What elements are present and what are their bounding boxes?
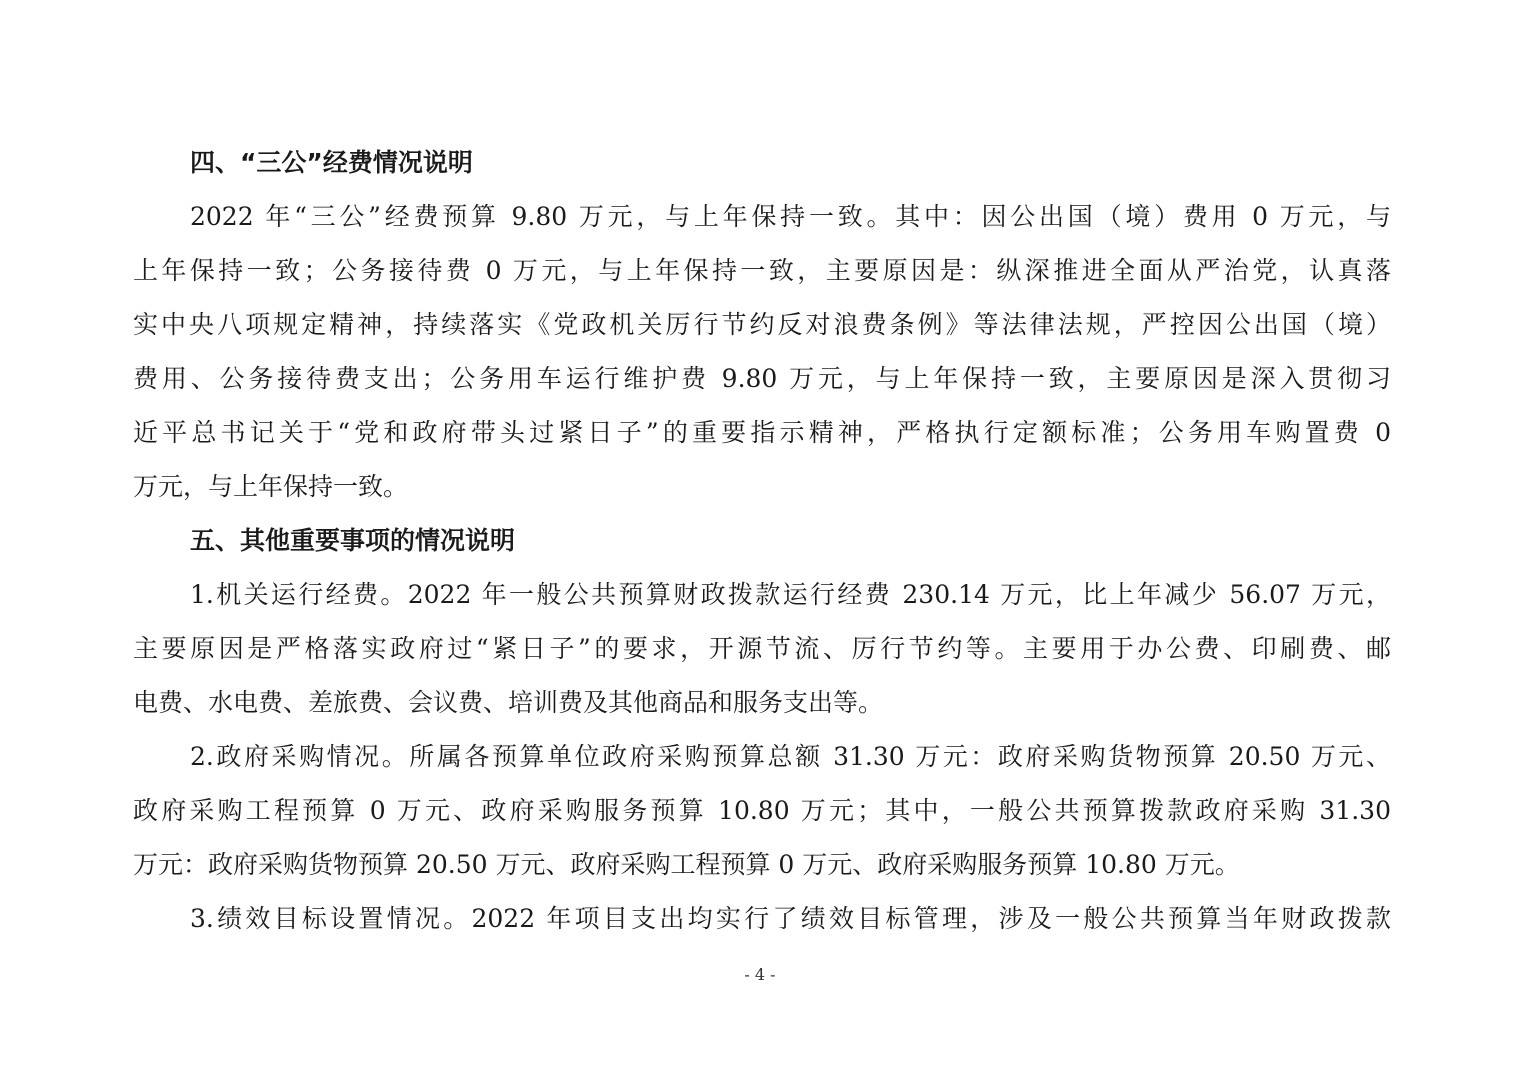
item-two-line: 政府采购工程预算 0 万元、政府采购服务预算 10.80 万元；其中，一般公共预算拨款政府采购 31.30 bbox=[133, 796, 1391, 825]
section-four-paragraph-line: 近平总书记关于“党和政府带头过紧日子”的重要指示精神，严格执行定额标准；公务用车购置费 0 bbox=[133, 418, 1391, 447]
section-four-paragraph-line: 万元，与上年保持一致。 bbox=[133, 472, 409, 501]
section-four-paragraph-line: 费用、公务接待费支出；公务用车运行维护费 9.80 万元，与上年保持一致，主要原因是深入贯彻习 bbox=[133, 364, 1391, 393]
item-two-line: 万元：政府采购货物预算 20.50 万元、政府采购工程预算 0 万元、政府采购服务预算 10.80 万元。 bbox=[133, 850, 1240, 879]
document-page bbox=[133, 136, 1391, 946]
section-five-heading: 五、其他重要事项的情况说明 bbox=[190, 526, 516, 555]
item-two-line: 2.政府采购情况。所属各预算单位政府采购预算总额 31.30 万元：政府采购货物预算 20.50 万元、 bbox=[190, 742, 1391, 771]
section-four-paragraph-line: 上年保持一致；公务接待费 0 万元，与上年保持一致，主要原因是：纵深推进全面从严治党，认真落 bbox=[133, 256, 1391, 285]
item-one-line: 1.机关运行经费。2022 年一般公共预算财政拨款运行经费 230.14 万元，比上年减少 56.07 万元， bbox=[190, 580, 1391, 609]
section-four-paragraph-line: 实中央八项规定精神，持续落实《党政机关厉行节约反对浪费条例》等法律法规，严控因公出国（境） bbox=[133, 310, 1391, 339]
section-four-heading: 四、“三公”经费情况说明 bbox=[190, 148, 473, 177]
page-number: - 4 - bbox=[744, 965, 776, 984]
item-one-line: 电费、水电费、差旅费、会议费、培训费及其他商品和服务支出等。 bbox=[133, 688, 884, 717]
section-four-paragraph-line: 2022 年“三公”经费预算 9.80 万元，与上年保持一致。其中：因公出国（境）费用 0 万元，与 bbox=[190, 202, 1391, 231]
item-one-line: 主要原因是严格落实政府过“紧日子”的要求，开源节流、厉行节约等。主要用于办公费、印刷费、邮 bbox=[133, 634, 1391, 663]
item-three-line: 3.绩效目标设置情况。2022 年项目支出均实行了绩效目标管理，涉及一般公共预算当年财政拨款 bbox=[190, 904, 1391, 933]
